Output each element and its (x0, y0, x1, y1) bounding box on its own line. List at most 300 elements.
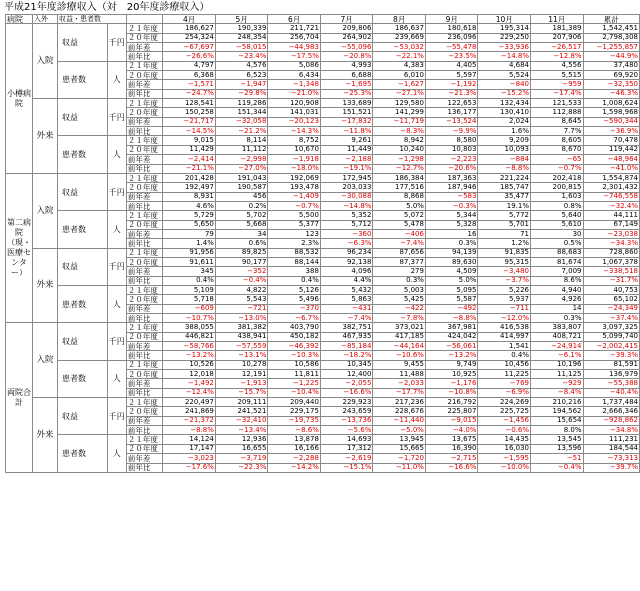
value-cell: −3,023 (163, 454, 216, 463)
row-label: 前年比 (126, 351, 163, 360)
row-label: ２１年度 (126, 323, 163, 332)
value-cell: 381,382 (215, 323, 268, 332)
value-cell: −13,524 (425, 117, 478, 126)
value-cell: −19.1% (320, 164, 373, 173)
value-cell: −13.1% (215, 351, 268, 360)
value-cell: −67,697 (163, 43, 216, 52)
value-cell: 0.2% (215, 201, 268, 210)
value-cell: 16,030 (478, 444, 531, 453)
value-cell: −13.2% (425, 351, 478, 360)
value-cell: −1,595 (478, 454, 531, 463)
value-cell: −8.6% (268, 426, 321, 435)
value-cell: 181,389 (530, 24, 583, 33)
group-label: 外来 (33, 248, 58, 323)
total-cell: −73,313 (583, 454, 640, 463)
value-cell: 209,440 (268, 398, 321, 407)
value-cell: −32,058 (215, 117, 268, 126)
value-cell: −10.8% (425, 388, 478, 397)
value-cell: 209,111 (215, 398, 268, 407)
value-cell: −2,715 (425, 454, 478, 463)
value-cell: 243,659 (320, 407, 373, 416)
unit-label: 人 (107, 285, 126, 322)
value-cell: 8,605 (530, 136, 583, 145)
value-cell: −3.7% (478, 276, 531, 285)
value-cell: −0.4% (215, 276, 268, 285)
value-cell: −12.8% (530, 52, 583, 61)
value-cell: −609 (163, 304, 216, 313)
value-cell: −15.7% (215, 388, 268, 397)
header-month: 9月 (425, 15, 478, 24)
value-cell: −8.8% (478, 164, 531, 173)
value-cell: 122,653 (425, 99, 478, 108)
value-cell: −24,914 (530, 342, 583, 351)
value-cell: −21.3% (425, 89, 478, 98)
value-cell: 388,055 (163, 323, 216, 332)
category-label: 収益 (57, 99, 107, 136)
value-cell: 11,125 (530, 370, 583, 379)
row-label: ２１年度 (126, 136, 163, 145)
value-cell: 9,749 (425, 360, 478, 369)
value-cell: −2,619 (320, 454, 373, 463)
value-cell: 382,751 (320, 323, 373, 332)
row-label: ２１年度 (126, 173, 163, 182)
value-cell: 10,345 (320, 360, 373, 369)
value-cell: 8,114 (215, 136, 268, 145)
category-label: 患者数 (57, 435, 107, 472)
row-label: ２０年度 (126, 444, 163, 453)
value-cell: −5.0% (373, 426, 426, 435)
row-label: 前年差 (126, 155, 163, 164)
value-cell: 5,712 (320, 220, 373, 229)
value-cell: 4,096 (320, 267, 373, 276)
value-cell: −56,061 (425, 342, 478, 351)
value-cell: 373,021 (373, 323, 426, 332)
value-cell: −2,033 (373, 379, 426, 388)
group-label: 外来 (33, 398, 58, 473)
value-cell: −360 (320, 229, 373, 238)
value-cell: −27.0% (215, 164, 268, 173)
value-cell: 133,689 (320, 99, 373, 108)
page-title: 平成21年度診療収入（対 20年度診療収入） (4, 2, 210, 13)
value-cell: 11,225 (478, 370, 531, 379)
value-cell: 71 (478, 229, 531, 238)
value-cell: 408,721 (530, 332, 583, 341)
value-cell: 16,166 (268, 444, 321, 453)
total-cell: 44,111 (583, 211, 640, 220)
header-row (6, 15, 640, 24)
revenue-table (5, 14, 640, 473)
value-cell: −51 (530, 454, 583, 463)
total-cell: 728,860 (583, 248, 640, 257)
row-label: ２１年度 (126, 211, 163, 220)
value-cell: 229,250 (478, 33, 531, 42)
value-cell: 9,455 (373, 360, 426, 369)
value-cell: −7.8% (373, 314, 426, 323)
value-cell: 229,923 (320, 398, 373, 407)
value-cell: −6.9% (478, 388, 531, 397)
value-cell: 185,747 (478, 183, 531, 192)
value-cell: 4,926 (530, 295, 583, 304)
total-cell: −46.3% (583, 89, 640, 98)
value-cell: 450,182 (268, 332, 321, 341)
value-cell: 89,825 (215, 248, 268, 257)
value-cell: 5,432 (320, 285, 373, 294)
value-cell: 5,597 (425, 71, 478, 80)
total-cell: 1,008,624 (583, 99, 640, 108)
value-cell: −26,517 (530, 43, 583, 52)
value-cell: 5,640 (530, 211, 583, 220)
value-cell: 96,234 (320, 248, 373, 257)
value-cell: 13,878 (268, 435, 321, 444)
value-cell: 13,675 (425, 435, 478, 444)
value-cell: 0.4% (163, 276, 216, 285)
value-cell: 383,807 (530, 323, 583, 332)
value-cell: 151,521 (320, 108, 373, 117)
value-cell: 14 (530, 304, 583, 313)
value-cell: 209,806 (320, 24, 373, 33)
value-cell: −11,719 (373, 117, 426, 126)
value-cell: 5,109 (163, 285, 216, 294)
value-cell: −6.7% (268, 314, 321, 323)
value-cell: 1.2% (478, 239, 531, 248)
value-cell: −769 (478, 379, 531, 388)
value-cell: 0.5% (530, 239, 583, 248)
row-label: 前年比 (126, 463, 163, 472)
total-cell: 3,097,325 (583, 323, 640, 332)
category-label: 収益 (57, 398, 107, 435)
value-cell: −10.4% (268, 388, 321, 397)
value-cell: 10,456 (478, 360, 531, 369)
value-cell: 11,112 (215, 145, 268, 154)
value-cell: 210,216 (530, 398, 583, 407)
value-cell: 12,191 (215, 370, 268, 379)
group-label: 外来 (33, 99, 58, 174)
unit-label: 千円 (107, 323, 126, 360)
row-label: 前年比 (126, 89, 163, 98)
row-label: 前年比 (126, 388, 163, 397)
value-cell: 17,312 (320, 444, 373, 453)
value-cell: 187,363 (425, 173, 478, 182)
value-cell: 256,704 (268, 33, 321, 42)
value-cell: −18.2% (320, 351, 373, 360)
value-cell: −17.6% (163, 463, 216, 472)
value-cell: 1,603 (530, 192, 583, 201)
value-cell: 414,997 (478, 332, 531, 341)
value-cell: 5,650 (163, 220, 216, 229)
category-label: 患者数 (57, 136, 107, 173)
value-cell: 1.4% (163, 239, 216, 248)
value-cell: −25.3% (320, 89, 373, 98)
value-cell: −32,410 (215, 416, 268, 425)
value-cell: −10.7% (163, 314, 216, 323)
value-cell: 141,299 (373, 108, 426, 117)
total-cell: −48,964 (583, 155, 640, 164)
value-cell: 13,945 (373, 435, 426, 444)
value-cell: 186,627 (163, 24, 216, 33)
row-label: ２０年度 (126, 220, 163, 229)
value-cell: 5,772 (478, 211, 531, 220)
value-cell: −8.8% (425, 314, 478, 323)
value-cell: 5,344 (425, 211, 478, 220)
value-cell: 191,043 (215, 173, 268, 182)
row-label: ２０年度 (126, 145, 163, 154)
value-cell: −22.3% (215, 463, 268, 472)
value-cell: 228,676 (373, 407, 426, 416)
total-cell: 37,480 (583, 61, 640, 70)
value-cell: −33,936 (478, 43, 531, 52)
value-cell: −3,480 (478, 267, 531, 276)
value-cell: 14,693 (320, 435, 373, 444)
value-cell: 5,668 (215, 220, 268, 229)
row-label: 前年差 (126, 192, 163, 201)
value-cell: 190,339 (215, 24, 268, 33)
table-row (6, 248, 640, 257)
value-cell: 192,497 (163, 183, 216, 192)
total-cell: −32,350 (583, 80, 640, 89)
header-dept: 病院 (6, 15, 33, 24)
category-label: 収益 (57, 24, 107, 61)
header-month: 6月 (268, 15, 321, 24)
value-cell: 87,377 (373, 257, 426, 266)
value-cell: −8.4% (530, 388, 583, 397)
value-cell: 438,941 (215, 332, 268, 341)
total-cell: 1,542,451 (583, 24, 640, 33)
row-label: 前年差 (126, 379, 163, 388)
header-blank (126, 15, 163, 24)
section-label: 小樽病院 (6, 24, 33, 174)
value-cell: −1,492 (163, 379, 216, 388)
value-cell: −55,096 (320, 43, 373, 52)
total-cell: 67,149 (583, 220, 640, 229)
value-cell: 279 (373, 267, 426, 276)
row-label: 前年差 (126, 117, 163, 126)
table-row (6, 285, 640, 294)
value-cell: 424,042 (425, 332, 478, 341)
value-cell: −20.8% (320, 52, 373, 61)
row-label: 前年差 (126, 43, 163, 52)
value-cell: 2.3% (268, 239, 321, 248)
header-month: 5月 (215, 15, 268, 24)
value-cell: 4,509 (425, 267, 478, 276)
value-cell: 217,236 (373, 398, 426, 407)
value-cell: −0.4% (530, 463, 583, 472)
value-cell: 241,869 (163, 407, 216, 416)
row-label: ２１年度 (126, 99, 163, 108)
value-cell: −44,164 (373, 342, 426, 351)
value-cell: −1,298 (373, 155, 426, 164)
value-cell: −26.6% (163, 52, 216, 61)
value-cell: 12,400 (320, 370, 373, 379)
value-cell: −1,913 (215, 379, 268, 388)
value-cell: 5,478 (373, 220, 426, 229)
value-cell: −1,720 (373, 454, 426, 463)
value-cell: 13,545 (530, 435, 583, 444)
value-cell: −7.4% (373, 239, 426, 248)
value-cell: −13.0% (215, 314, 268, 323)
value-cell: 186,384 (373, 173, 426, 182)
value-cell: 202,418 (530, 173, 583, 182)
table-row (6, 24, 640, 33)
value-cell: 91,835 (478, 248, 531, 257)
value-cell: 254,324 (163, 33, 216, 42)
row-label: 前年差 (126, 304, 163, 313)
unit-label: 人 (107, 211, 126, 248)
value-cell: −58,015 (215, 43, 268, 52)
value-cell: −44,983 (268, 43, 321, 52)
value-cell: 88,683 (530, 248, 583, 257)
value-cell: 95,315 (478, 257, 531, 266)
value-cell: −1,918 (268, 155, 321, 164)
value-cell: 10,526 (163, 360, 216, 369)
value-cell: 6,368 (163, 71, 216, 80)
value-cell: 123 (268, 229, 321, 238)
value-cell: 225,725 (478, 407, 531, 416)
value-cell: −29.8% (215, 89, 268, 98)
value-cell: −0.6% (478, 426, 531, 435)
total-cell: 1,067,378 (583, 257, 640, 266)
value-cell: 8,580 (425, 136, 478, 145)
section-label: 両院合計 (6, 323, 33, 473)
row-label: 前年比 (126, 276, 163, 285)
row-label: ２０年度 (126, 183, 163, 192)
row-label: 前年差 (126, 229, 163, 238)
unit-label: 千円 (107, 173, 126, 210)
total-cell: −34.3% (583, 239, 640, 248)
value-cell: 1,541 (478, 342, 531, 351)
value-cell: −352 (215, 267, 268, 276)
value-cell: 15,665 (373, 444, 426, 453)
value-cell: 88,144 (268, 257, 321, 266)
value-cell: −14.3% (268, 127, 321, 136)
value-cell: 192,069 (268, 173, 321, 182)
value-cell: 5,226 (478, 285, 531, 294)
unit-label: 人 (107, 435, 126, 472)
value-cell: 7.7% (530, 127, 583, 136)
value-cell: 5,425 (373, 295, 426, 304)
value-cell: 7,009 (530, 267, 583, 276)
value-cell: 136,177 (425, 108, 478, 117)
value-cell: 9,015 (163, 136, 216, 145)
value-cell: 5,937 (478, 295, 531, 304)
total-cell: −24,349 (583, 304, 640, 313)
header-month: 8月 (373, 15, 426, 24)
value-cell: −8.3% (373, 127, 426, 136)
value-cell: 10,925 (425, 370, 478, 379)
value-cell: −1,947 (215, 80, 268, 89)
total-cell: 40,753 (583, 285, 640, 294)
value-cell: 112,888 (530, 108, 583, 117)
value-cell: 150,258 (163, 108, 216, 117)
header-category: 収益・患者数 (57, 15, 126, 24)
unit-label: 人 (107, 136, 126, 173)
value-cell: −6.1% (530, 351, 583, 360)
value-cell: 224,269 (478, 398, 531, 407)
value-cell: −406 (373, 229, 426, 238)
value-cell: 193,478 (268, 183, 321, 192)
value-cell: 10,586 (268, 360, 321, 369)
value-cell: −1,627 (373, 80, 426, 89)
value-cell: 4,993 (320, 61, 373, 70)
value-cell: 6,688 (320, 71, 373, 80)
row-label: 前年差 (126, 80, 163, 89)
table-row (6, 398, 640, 407)
table-row (6, 211, 640, 220)
value-cell: 16,655 (215, 444, 268, 453)
total-cell: −39.3% (583, 351, 640, 360)
row-label: ２０年度 (126, 108, 163, 117)
total-cell: 184,544 (583, 444, 640, 453)
value-cell: 10,670 (268, 145, 321, 154)
value-cell: −0.7% (530, 164, 583, 173)
category-label: 収益 (57, 323, 107, 360)
total-cell: 1,737,484 (583, 398, 640, 407)
value-cell: −370 (268, 304, 321, 313)
value-cell: −840 (478, 80, 531, 89)
value-cell: 121,533 (530, 99, 583, 108)
value-cell: −18.0% (268, 164, 321, 173)
value-cell: 5,718 (163, 295, 216, 304)
value-cell: 5,072 (373, 211, 426, 220)
group-label: 入院 (33, 323, 58, 398)
value-cell: 0.3% (373, 276, 426, 285)
value-cell: −21,372 (163, 416, 216, 425)
value-cell: 456 (215, 192, 268, 201)
unit-label: 千円 (107, 99, 126, 136)
total-cell: −2,002,415 (583, 342, 640, 351)
value-cell: −4.0% (425, 426, 478, 435)
value-cell: −53,032 (373, 43, 426, 52)
value-cell: −6.3% (320, 239, 373, 248)
value-cell: 5,126 (268, 285, 321, 294)
total-cell: −55,388 (583, 379, 640, 388)
row-label: ２０年度 (126, 71, 163, 80)
value-cell: 239,669 (373, 33, 426, 42)
row-label: ２０年度 (126, 332, 163, 341)
value-cell: −14.8% (478, 52, 531, 61)
value-cell: 5.0% (373, 201, 426, 210)
row-label: 前年比 (126, 426, 163, 435)
value-cell: 1.6% (478, 127, 531, 136)
value-cell: −20,123 (268, 117, 321, 126)
value-cell: 87,656 (373, 248, 426, 257)
value-cell: −30,088 (320, 192, 373, 201)
value-cell: −11.0% (373, 463, 426, 472)
row-label: ２０年度 (126, 33, 163, 42)
value-cell: 467,935 (320, 332, 373, 341)
value-cell: 128,541 (163, 99, 216, 108)
total-cell: −23,038 (583, 229, 640, 238)
value-cell: 15,654 (530, 416, 583, 425)
category-label: 収益 (57, 248, 107, 285)
row-label: ２１年度 (126, 360, 163, 369)
value-cell: −1,176 (425, 379, 478, 388)
header-month: 10月 (478, 15, 531, 24)
table-row (6, 61, 640, 70)
value-cell: 2,024 (478, 117, 531, 126)
value-cell: −1,348 (268, 80, 321, 89)
value-cell: −46,392 (268, 342, 321, 351)
value-cell: 5,610 (530, 220, 583, 229)
value-cell: 177,516 (373, 183, 426, 192)
value-cell: 417,185 (373, 332, 426, 341)
value-cell: 225,807 (425, 407, 478, 416)
value-cell: 5,377 (268, 220, 321, 229)
value-cell: −15.1% (320, 463, 373, 472)
value-cell: −23.5% (425, 52, 478, 61)
unit-label: 千円 (107, 248, 126, 285)
total-cell: −31.7% (583, 276, 640, 285)
row-label: 前年差 (126, 454, 163, 463)
